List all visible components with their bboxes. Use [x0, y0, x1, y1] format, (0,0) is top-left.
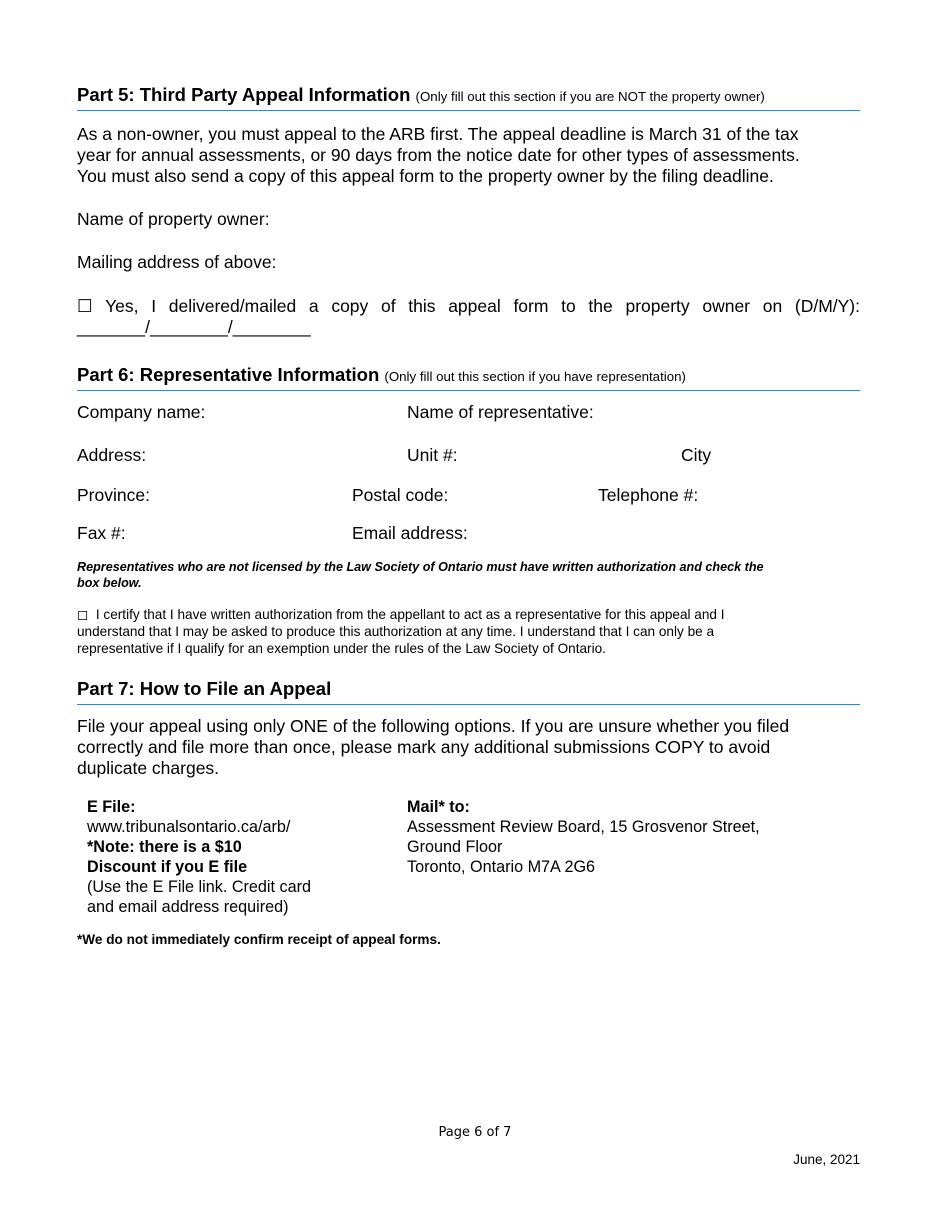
- mail-address-line: Assessment Review Board, 15 Grosvenor Street,: [407, 818, 760, 836]
- efile-note: Discount if you E file: [87, 858, 248, 876]
- part6-title: Part 6: Representative Information: [77, 364, 380, 385]
- certify-checkbox[interactable]: ◻: [77, 607, 89, 622]
- page-number: Page 6 of 7: [438, 1125, 512, 1140]
- mail-option: [407, 797, 857, 877]
- delivered-line: [77, 296, 860, 317]
- certify-line: representative if I qualify for an exemption under the rules of the Law Society of Ontario.: [77, 641, 606, 656]
- efile-url[interactable]: www.tribunalsontario.ca/arb/: [87, 818, 291, 836]
- part5-heading: [77, 84, 765, 106]
- address-label: Address:: [77, 445, 147, 465]
- part6-divider: [77, 390, 860, 391]
- part5-divider: [77, 110, 860, 111]
- city-label: City: [681, 445, 712, 465]
- receipt-note: *We do not immediately confirm receipt of appeal forms.: [77, 932, 441, 947]
- owner-name-label: Name of property owner:: [77, 209, 270, 229]
- efile-detail: and email address required): [87, 898, 289, 916]
- part5-intro: [77, 124, 860, 187]
- postal-code-label: Postal code:: [352, 485, 449, 505]
- mail-address-line: Ground Floor: [407, 838, 503, 856]
- warning-line: box below.: [77, 576, 142, 590]
- certify-line: understand that I may be asked to produce this authorization at any time. I understand that I can only be a: [77, 624, 715, 639]
- part7-intro-line: File your appeal using only ONE of the following options. If you are unsure whether you filed: [77, 716, 790, 736]
- province-label: Province:: [77, 485, 150, 505]
- representative-name-label: Name of representative:: [407, 402, 594, 422]
- fax-label: Fax #:: [77, 523, 126, 543]
- telephone-label: Telephone #:: [598, 485, 699, 505]
- efile-detail: (Use the E File link. Credit card: [87, 878, 312, 896]
- part6-heading: [77, 364, 686, 386]
- part6-note: (Only fill out this section if you have representation): [384, 369, 686, 384]
- delivered-checkbox-row: [77, 296, 860, 338]
- part7-intro-line: correctly and file more than once, please mark any additional submissions COPY to avoid: [77, 737, 771, 757]
- certify-block: [77, 606, 860, 657]
- part5-title: Part 5: Third Party Appeal Information: [77, 84, 411, 105]
- certify-line: [77, 606, 860, 623]
- delivered-text: Yes, I delivered/mailed a copy of this appeal form to the property owner on (D/M/Y):: [105, 296, 861, 316]
- part7-title: Part 7: How to File an Appeal: [77, 678, 332, 699]
- part7-intro-line: duplicate charges.: [77, 758, 220, 778]
- part5-intro-line: You must also send a copy of this appeal form to the property owner by the filing deadline.: [77, 166, 774, 186]
- part5-note: (Only fill out this section if you are NOT the property owner): [415, 89, 765, 104]
- mail-address-line: Toronto, Ontario M7A 2G6: [407, 858, 596, 876]
- efile-option: [87, 797, 387, 917]
- certify-text: I certify that I have written authorization from the appellant to act as a representative for this appeal and I: [95, 607, 725, 622]
- part7-intro: [77, 716, 860, 779]
- part7-heading: [77, 678, 331, 700]
- delivered-date-blank[interactable]: _______/________/________: [77, 317, 311, 337]
- part5-intro-line: As a non-owner, you must appeal to the ARB first. The appeal deadline is March 31 of the tax: [77, 124, 799, 144]
- email-label: Email address:: [352, 523, 468, 543]
- part5-intro-line: year for annual assessments, or 90 days from the notice date for other types of assessments.: [77, 145, 800, 165]
- efile-note: *Note: there is a $10: [87, 838, 242, 856]
- efile-heading: E File:: [87, 798, 136, 816]
- warning-line: Representatives who are not licensed by the Law Society of Ontario must have written authorization and check the: [77, 560, 764, 574]
- representative-warning: [77, 559, 860, 591]
- unit-label: Unit #:: [407, 445, 458, 465]
- company-name-label: Company name:: [77, 402, 206, 422]
- revision-date: June, 2021: [793, 1152, 860, 1167]
- delivered-checkbox[interactable]: ☐: [77, 296, 93, 316]
- mailing-address-label: Mailing address of above:: [77, 252, 277, 272]
- part7-divider: [77, 704, 860, 705]
- mail-heading: Mail* to:: [407, 798, 470, 816]
